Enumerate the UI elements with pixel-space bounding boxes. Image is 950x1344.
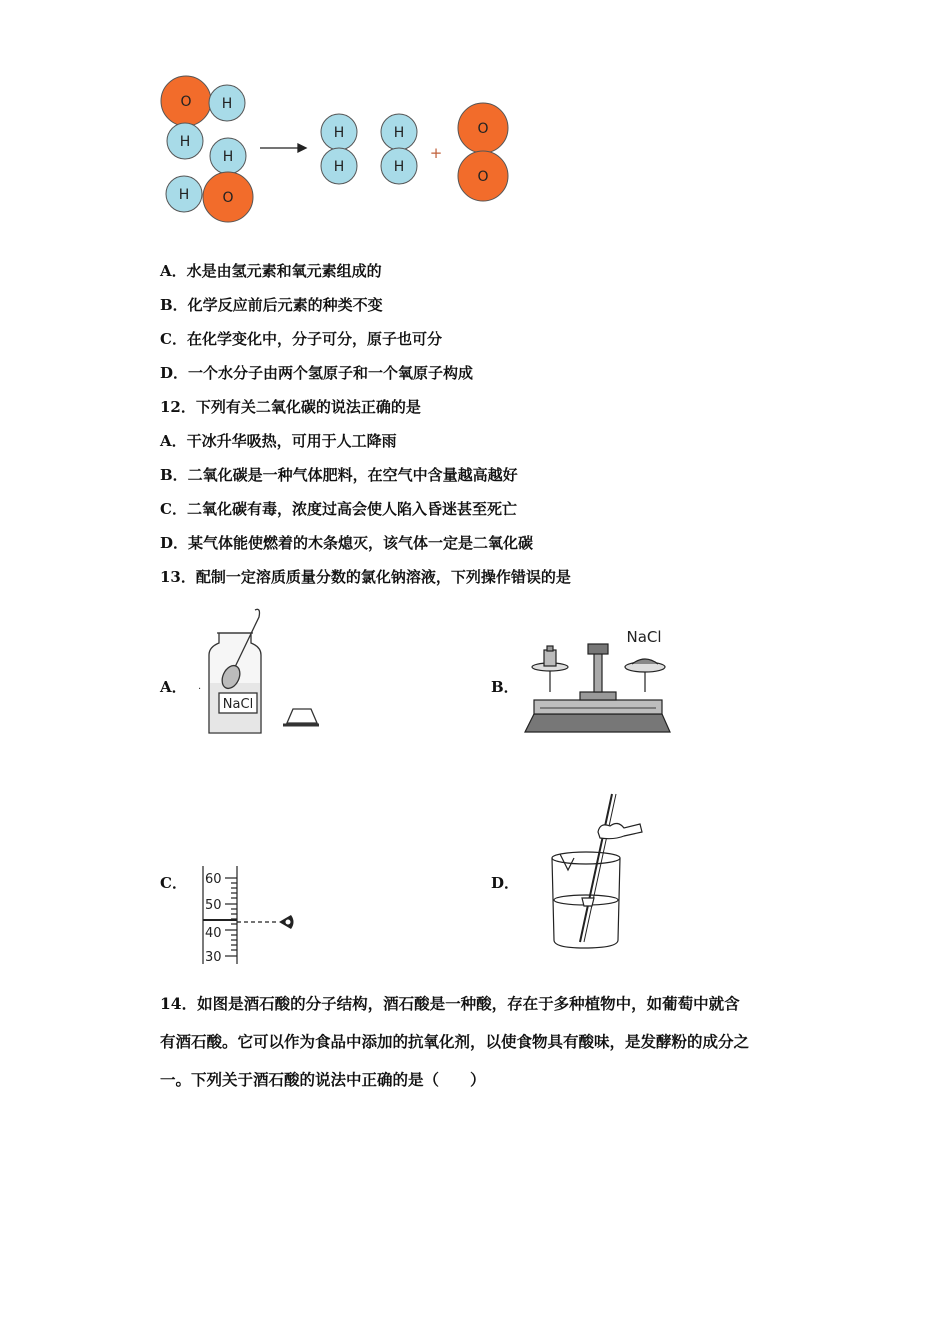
tick-label: 40	[205, 926, 222, 941]
atom-label: H	[333, 159, 345, 175]
q14-line-1: 14．如图是酒石酸的分子结构，酒石酸是一种酸，存在于多种植物中，如葡萄中就含	[160, 994, 740, 1013]
plus-sign: +	[429, 144, 443, 162]
q12-stem: 12．下列有关二氧化碳的说法正确的是	[160, 398, 421, 416]
q14-line-2: 有酒石酸。它可以作为食品中添加的抗氧化剂，以使食物具有酸味，是发酵粉的成分之	[160, 1032, 750, 1051]
atom-label: H	[393, 159, 405, 175]
atom-label: H	[178, 187, 190, 203]
tick-label: 50	[205, 898, 222, 913]
q13-label-c: C．	[160, 874, 187, 892]
atom-label: H	[179, 134, 191, 150]
atom-label: H	[221, 96, 233, 112]
q11-option-a: A．水是由氢元素和氧元素组成的	[160, 262, 382, 280]
q14-line-3: 一。下列关于酒石酸的说法中正确的是（ ）	[160, 1070, 486, 1089]
q13-label-b: B．	[491, 678, 519, 696]
eye-icon	[279, 915, 294, 929]
q13-label-d: D．	[491, 874, 520, 892]
balance-label: NaCl	[626, 628, 662, 646]
reaction-arrow	[260, 144, 306, 152]
atom-label: O	[222, 190, 234, 206]
q12-option-a: A．干冰升华吸热，可用于人工降雨	[160, 432, 397, 450]
atom-label: O	[477, 121, 489, 137]
q11-option-c: C．在化学变化中，分子可分，原子也可分	[160, 330, 442, 348]
tick-label: 30	[205, 950, 222, 965]
q11-option-d: D．一个水分子由两个氢原子和一个氧原子构成	[160, 364, 474, 382]
q12-option-b: B．二氧化碳是一种气体肥料，在空气中含量越高越好	[160, 466, 518, 484]
q13-stem: 13．配制一定溶质质量分数的氯化钠溶液，下列操作错误的是	[160, 568, 571, 586]
atom-label: O	[477, 169, 489, 185]
q11-option-b: B．化学反应前后元素的种类不变	[160, 296, 383, 314]
atom-label: H	[222, 149, 234, 165]
q12-option-d: D．某气体能使燃着的木条熄灭，该气体一定是二氧化碳	[160, 534, 534, 552]
balance-figure	[520, 622, 680, 740]
reagent-jar-figure	[195, 605, 330, 740]
water-decomposition-figure	[150, 70, 530, 230]
q13-label-a: A．	[160, 678, 187, 696]
q12-option-c: C．二氧化碳有毒，浓度过高会使人陷入昏迷甚至死亡	[160, 500, 517, 518]
atom-label: O	[180, 94, 192, 110]
atom-label: H	[393, 125, 405, 141]
atom-label: H	[333, 125, 345, 141]
cylinder-reading-figure	[195, 862, 305, 967]
tick-label: 60	[205, 872, 222, 887]
jar-label: NaCl	[222, 697, 254, 712]
beaker-stirring-figure	[540, 790, 650, 955]
dot: .	[198, 681, 202, 692]
